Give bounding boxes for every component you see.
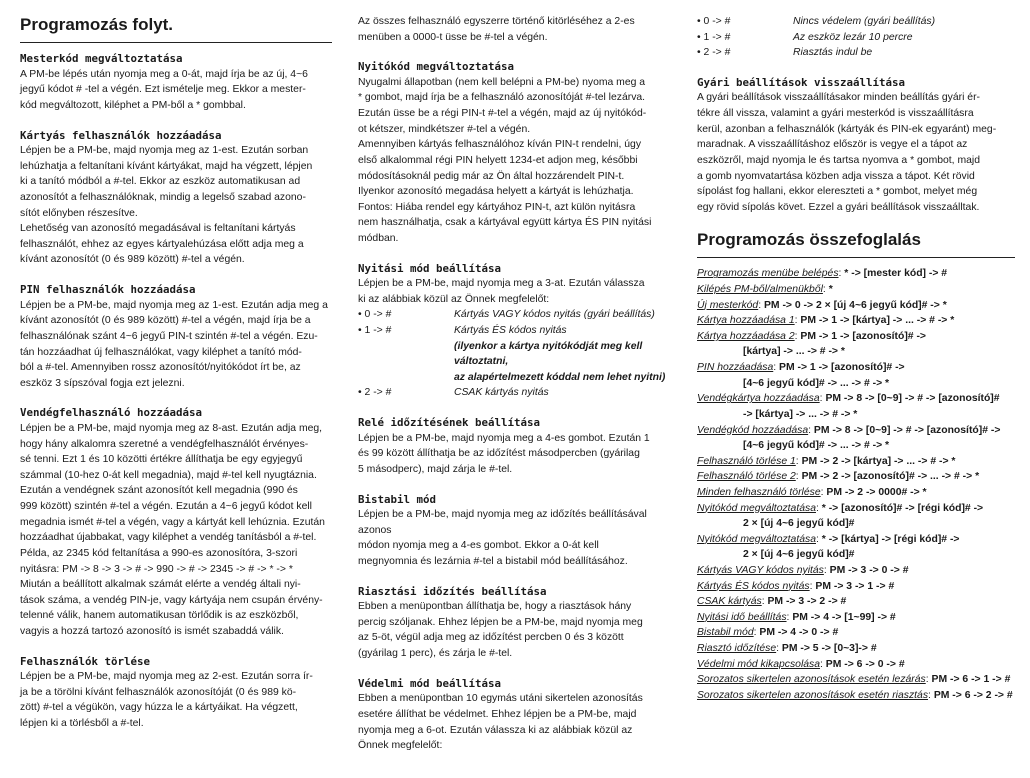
summary-item: Programozás menübe belépés: * -> [mester kód] -> # [697,268,948,280]
section-heading: Nyitási mód beállítása [358,261,502,275]
summary-item: Védelmi mód kikapcsolása: PM -> 6 -> 0 -> # [697,658,905,670]
text-line: (gyárilag 1 perc), és zárja le #-tel. [358,648,513,660]
summary-item: Kártyás VAGY kódos nyitás: PM -> 3 -> 0 -> # [697,565,909,577]
summary-code: * -> [mester kód] -> # [844,268,948,280]
summary-item: Kártya hozzáadása 1: PM -> 1 -> [kártya] -> ... -> # -> * [697,315,955,327]
text-line: kívánt azonosítót (0 és 989 között) #-tel a végén, majd írja be a [20,315,311,327]
summary-label: Vendégkód hozzáadása [697,424,809,436]
text-line: sé tenni. Ezt 1 és 10 közötti értékre állíthatja be egy egyjegyű [20,454,303,466]
text-line: Lehetőség van azonosító megadásával is feltanítani kártyás [20,223,296,235]
text-line: kívánt azonosítót (0 és 989 között) #-tel a végén. [20,254,245,266]
text-line: Példa, az 2345 kód feltanítása a 990-es azonosítóra, 3-szori [20,547,298,559]
summary-code-cont: -> [kártya] -> ... -> # -> * [743,408,858,420]
summary-code: PM -> 8 -> [0~9] -> # -> [azonosító]# [825,393,1000,405]
option-row [358,339,676,370]
section-heading: Védelmi mód beállítása [358,676,502,690]
summary-code: PM -> 1 -> [azonosító]# -> [800,330,926,342]
summary-label: Programozás menübe belépés [697,268,839,280]
text-line: nyomja meg a 6-ot. Ezután válassza ki az alábbiak közül az [358,724,633,736]
text-line: Lépjen be a PM-be, majd nyomja meg az 1-est. Ezután sorban [20,145,309,157]
option-key: • 1 -> # [358,325,392,337]
col2-sections [358,59,676,754]
summary-code: PM -> 0 -> 2 × [új 4~6 jegyű kód]# -> * [764,299,947,311]
manual-section [358,415,676,477]
summary-item: Minden felhasználó törlése: PM -> 2 -> 0000# -> * [697,486,927,498]
section-heading: Mesterkód megváltoztatása [20,52,183,66]
summary-code: PM -> 2 -> [kártya] -> ... -> # -> * [801,455,956,467]
text-line: ot kétszer, mindkétszer #-tel a végén. [358,123,531,135]
text-line: tások száma, a vendég PIN-je, vagy kártyája nem csupán érvény- [20,594,323,606]
section-heading: Vendégfelhasználó hozzáadása [20,406,203,420]
text-line: 999 között) szintén #-tel a végén. Ezután a 4~6 jegyű kódot kell [20,501,312,513]
section-heading: Bistabil mód [358,492,437,506]
text-line: jegyű kódot # -tel a végén. Ezt ismételje meg. Ekkor a mester- [20,84,306,96]
option-row [697,14,1015,30]
text-line: kód megváltozott, kiléphet a PM-ből a * gombbal. [20,99,246,111]
page-title: Programozás folyt. [20,14,332,43]
option-value: Nincs védelem (gyári beállítás) [793,16,936,27]
text-line: felhasználót, ehhez az egyes kártyalehúzása előtt adja meg a [20,238,304,250]
text-line: maradnak. A visszaállításhoz először is vegye el a tápot az [697,139,968,151]
summary-code: PM -> 1 -> [kártya] -> ... -> # -> * [800,315,955,327]
option-row [358,385,676,401]
summary-item: Vendégkód hozzáadása: PM -> 8 -> [0~9] -> # -> [azonosító]# -> [4~6 jegyű kód]# -> ... -> # -> * [697,423,1015,454]
text-line: Lépjen be a PM-be, majd nyomja meg a 4-es gombot. Ezután 1 [358,432,650,444]
summary-code: PM -> 5 -> [0~3]-> # [781,643,877,655]
text-line: sítót előnyben részesítve. [20,207,138,219]
manual-section [358,676,676,754]
summary-item: Riasztó időzítése: PM -> 5 -> [0~3]-> # [697,643,877,655]
option-key: • 2 -> # [358,387,392,399]
summary-label: Nyitókód megváltoztatása [697,502,816,514]
option-row [358,370,676,386]
text-line: egy rövid sípolás követ. Ezzel a gyári beállítások visszaálltak. [697,201,980,213]
text-line: A gyári beállítások visszaállításakor minden beállítás gyári ér- [697,92,980,104]
manual-section [20,654,332,732]
protection-options [697,14,1015,61]
summary-item: Kártyás ÉS kódos nyitás: PM -> 3 -> 1 -> # [697,580,895,592]
section-heading: Nyitókód megváltoztatása [358,60,515,74]
text-line: Miután a beállított alkalmak számát elérte a vendég általi nyi- [20,579,301,591]
text-line: hogy hány alkalomra szeretné a vendégfelhasználót érvényes- [20,438,309,450]
text-line: ból a #-tel. Amennyiben rossz azonosítót/nyitókódot írt be, az [20,362,301,374]
summary-item: Nyitókód megváltoztatása: * -> [azonosító]# -> [régi kód]# -> 2 × [új 4~6 jegyű kód]# [697,501,1015,532]
option-value: Riasztás indul be [793,47,873,59]
summary-label: Új mesterkód [697,299,759,311]
option-row [697,30,1015,46]
factory-reset-section [697,75,1015,216]
manual-section [20,128,332,269]
summary-label: Kártya hozzáadása 1 [697,315,795,327]
option-key: • 2 -> # [697,47,731,59]
summary-label: CSAK kártyás [697,596,762,608]
text-line: nyitásra: PM -> 8 -> 3 -> # -> 990 -> # -> 2345 -> # -> * -> * [20,563,293,575]
summary-code: * -> [kártya] -> [régi kód]# -> [821,533,960,545]
option-key: • 0 -> # [358,309,392,321]
summary-code-cont: [kártya] -> ... -> # -> * [743,346,845,358]
summary-label: Kilépés PM-ből/almenükből [697,284,823,296]
text-line: ki az alábbiak közül az Önnek megfelelőt: [358,293,550,305]
option-row [358,307,676,323]
summary-label: Felhasználó törlése 1 [697,455,796,467]
summary-item: CSAK kártyás: PM -> 3 -> 2 -> # [697,596,847,608]
option-key: • 0 -> # [697,16,731,27]
summary-code: PM -> 4 -> [1~99] -> # [792,611,896,623]
summary-code: PM -> 2 -> 0000# -> * [826,486,927,498]
column-3 [697,14,1015,704]
text-line: első alkalommal régi PIN helyett 1234-et adjon meg, későbbi [358,154,638,166]
section-heading: Felhasználók törlése [20,654,151,668]
text-line: és 99 között állíthatja be az időzítést másodpercben (gyárilag [358,448,640,460]
text-line: azonosítót a felhasználóknak, mindig a legelső szabad azono- [20,192,306,204]
text-line: Ilyenkor azonosító megadása helyett a kártyát is lehúzhatja. [358,186,634,198]
summary-item: Kártya hozzáadása 2: PM -> 1 -> [azonosító]# -> [kártya] -> ... -> # -> * [697,329,1015,360]
text-line: Ezután üsse be a régi PIN-t #-tel a végén, majd az új nyitókód- [358,108,647,120]
summary-label: Minden felhasználó törlése [697,486,821,498]
summary-code: PM -> 6 -> 1 -> # [931,674,1011,686]
text-line: Lépjen be a PM-be, majd nyomja meg az 8-ast. Ezután adja meg, [20,423,323,435]
summary-label: Kártya hozzáadása 2 [697,330,795,342]
text-line: Lépjen be a PM-be, majd nyomja meg a 3-at. Ezután válassza [358,278,645,290]
summary-code-cont: 2 × [új 4~6 jegyű kód]# [743,518,855,530]
option-value: (ilyenkor a kártya nyitókódját meg kell változtatni, [454,340,643,368]
option-value: az alapértelmezett kóddal nem lehet nyitni) [454,371,666,383]
summary-code: PM -> 6 -> 0 -> # [825,658,905,670]
delete-all-intro [358,14,676,45]
section-body [697,90,1015,215]
text-line: Önnek megfelelőt: [358,740,443,752]
text-line: módon nyomja meg a 4-es gombot. Ekkor a 0-át kell [358,540,599,552]
text-line: Ezután a vendégnek szánt azonosítót kell megadnia (990 és [20,485,298,497]
summary-item: Nyitókód megváltoztatása: * -> [kártya] -> [régi kód]# -> 2 × [új 4~6 jegyű kód]# [697,532,1015,563]
summary-item: Sorozatos sikertelen azonosítások esetén lezárás: PM -> 6 -> 1 -> # [697,674,1011,686]
summary-label: Felhasználó törlése 2 [697,471,796,483]
text-line: nem használhatja, csak a kártyával együtt kártya ÉS PIN nyitási [358,217,652,229]
text-line: Az összes felhasználó egyszerre történő kitörléséhez a 2-es [358,16,635,27]
summary-code: PM -> 3 -> 1 -> # [815,580,895,592]
text-line: A PM-be lépés után nyomja meg a 0-át, majd írja be az új, 4~6 [20,68,308,80]
section-heading: PIN felhasználók hozzáadása [20,283,196,297]
summary-label: Védelmi mód kikapcsolása [697,658,821,670]
manual-section [358,59,676,246]
option-value: Kártyás ÉS kódos nyitás [454,325,567,337]
text-line: a gomb nyomvatartása közben adja vissza a tápot. Két rövid [697,170,975,182]
text-line: Ebben a menüpontban állíthatja be, hogy a riasztások hány [358,601,632,613]
summary-title: Programozás összefoglalás [697,229,1015,258]
summary-item: Felhasználó törlése 2: PM -> 2 -> [azonosító]# -> ... -> # -> * [697,471,980,483]
text-line: Amennyiben kártyás felhasználóhoz kíván PIN-t rendelni, úgy [358,139,642,151]
text-line: Fontos: Hiába rendel egy kártyához PIN-t, azt külön nyitásra [358,201,636,213]
summary-label: Sorozatos sikertelen azonosítások esetén lezárás [697,674,926,686]
manual-section [358,261,676,402]
summary-item: Bistabil mód: PM -> 4 -> 0 -> # [697,627,839,639]
text-line: menüben a 0000-t üsse be #-tel a végén. [358,31,548,43]
section-heading: Gyári beállítások visszaállítása [697,75,906,89]
option-key: • 1 -> # [697,31,731,43]
text-line: eszköz 3 sípszóval fogja ezt jelezni. [20,377,185,389]
text-line: lehúzhatja a feltanítani kívánt kártyákat, majd ha végzett, lépjen [20,160,313,172]
manual-section [20,282,332,391]
summary-code-cont: [4~6 jegyű kód]# -> ... -> # -> * [743,440,890,452]
summary-label: Nyitási idő beállítás [697,611,787,623]
text-line: ki a tanító módból a #-tel. Ekkor az eszköz automatikusan ad [20,176,301,188]
text-line: az 5-öt, végül adja meg az időzítést percben 0 és 3 között [358,632,624,644]
text-line: * gombot, majd írja be a felhasználó azonosítóját #-tel lezárva. [358,92,646,104]
col1-sections [20,51,332,732]
summary-code: * [828,284,833,296]
summary-label: Riasztó időzítése [697,643,777,655]
summary-label: PIN hozzáadása [697,362,774,374]
text-line: felhasználónak szánt 4~6 jegyű PIN-t szintén #-tel a végén. Ezu- [20,330,318,342]
summary-item: Új mesterkód: PM -> 0 -> 2 × [új 4~6 jegyű kód]# -> * [697,299,947,311]
summary-label: Kártyás ÉS kódos nyitás [697,580,810,592]
summary-code: PM -> 3 -> 0 -> # [829,565,909,577]
summary-code-cont: 2 × [új 4~6 jegyű kód]# [743,549,855,561]
text-line: hozzáadhat újabbakat, vagy kiléphet a vendég tanításból a #-tel. [20,532,317,544]
option-value: Kártyás VAGY kódos nyitás (gyári beállítás) [454,309,655,321]
section-heading: Kártyás felhasználók hozzáadása [20,128,222,142]
text-line: lépjen ki a törlésből a #-tel. [20,718,144,730]
text-line: tékre áll vissza, valamint a gyári mesterkód is visszaállításra [697,108,974,120]
text-line: módban. [358,232,399,244]
summary-label: Sorozatos sikertelen azonosítások esetén riasztás [697,689,929,701]
summary-code: PM -> 3 -> 2 -> # [767,596,847,608]
column-2 [358,14,676,768]
summary-label: Bistabil mód [697,627,754,639]
section-heading: Relé időzítésének beállítása [358,416,541,430]
text-line: tán hozzáadhat új felhasználókat, vagy kiléphet a tanító mód- [20,346,302,358]
summary-code: PM -> 6 -> 2 -> # [933,689,1013,701]
summary-code-cont: [4~6 jegyű kód]# -> ... -> # -> * [743,377,890,389]
summary-item: Nyitási idő beállítás: PM -> 4 -> [1~99] -> # [697,611,896,623]
option-value: Az eszköz lezár 10 percre [793,31,913,43]
text-line: megadnia ismét #-tel a végén, vagy a kártyát kell lehúznia. Ezután [20,516,325,528]
summary-item: Vendégkártya hozzáadása: PM -> 8 -> [0~9] -> # -> [azonosító]# -> [kártya] -> ... -> # -> * [697,391,1015,422]
text-line: eszközről, majd nyomja le és tartsa nyomva a * gombot, majd [697,154,980,166]
text-line: Nyugalmi állapotban (nem kell belépni a PM-be) nyoma meg a [358,76,646,88]
text-line: telenné válik, hanem automatikusan törlődik is az eszközből, [20,610,299,622]
text-line: Lépjen be a PM-be, majd nyomja meg az 1-est. Ezután adja meg a [20,299,328,311]
text-line: Lépjen be a PM-be, majd nyomja meg az időzítés beállításával azonos [358,509,647,536]
text-line: számmal (10-hez 0-át kell megadnia), majd #-tel kell nyugtáznia. [20,469,317,481]
option-row [697,45,1015,61]
column-1 [20,14,332,746]
text-line: esetére állíthat be védelmet. Ehhez lépjen be a PM-be, majd [358,708,637,720]
text-line: módosításoknál pedig már az Ön által hozzárendelt PIN-t. [358,170,625,182]
summary-code: PM -> 4 -> 0 -> # [759,627,839,639]
manual-section [20,405,332,639]
text-line: kerül, azonban a felhasználók (kártyák és PIN-ek egyaránt) meg- [697,123,997,135]
manual-section [20,51,332,113]
summary-label: Nyitókód megváltoztatása [697,533,816,545]
summary-item: Sorozatos sikertelen azonosítások esetén riasztás: PM -> 6 -> 2 -> # [697,689,1013,701]
summary-label: Kártyás VAGY kódos nyitás [697,565,824,577]
text-line: 5 másodperc), majd zárja le #-tel. [358,463,513,475]
text-line: sípolást fog hallani, ekkor elereszteti a * gombot, melyet még [697,186,978,198]
summary-code: PM -> 2 -> [azonosító]# -> ... -> # -> * [801,471,980,483]
summary-label: Vendégkártya hozzáadása [697,393,820,405]
summary-code: * -> [azonosító]# -> [régi kód]# -> [821,502,984,514]
summary-code: PM -> 8 -> [0~9] -> # -> [azonosító]# -> [813,424,1001,436]
summary-item: Felhasználó törlése 1: PM -> 2 -> [kártya] -> ... -> # -> * [697,455,956,467]
text-line: zött) #-tel a végükön, vagy húzza le a kártyáikat. Ha végzett, [20,702,298,714]
option-value: CSAK kártyás nyitás [454,387,549,399]
option-row [358,323,676,339]
text-line: Ebben a menüpontban 10 egymás utáni sikertelen azonosítás [358,693,643,705]
text-line: megnyomnia és lezárnia #-tel a bistabil mód beállításához. [358,556,628,568]
summary-code: PM -> 1 -> [azonosító]# -> [779,362,905,374]
section-heading: Riasztási időzítés beállítása [358,584,547,598]
text-line: ja be a törölni kívánt felhasználók azonosítóját (0 és 989 kö- [20,686,297,698]
manual-section [358,492,676,570]
summary-list [697,266,1015,703]
text-line: vagyis a hozzá tartozó azonosító is ismét szabaddá válik. [20,625,284,637]
summary-item: PIN hozzáadása: PM -> 1 -> [azonosító]# -> [4~6 jegyű kód]# -> ... -> # -> * [697,360,1015,391]
text-line: percig szóljanak. Ehhez lépjen be a PM-be, majd nyomja meg [358,616,643,628]
manual-section [358,584,676,662]
text-line: Lépjen be a PM-be, majd nyomja meg az 2-est. Ezután sorra ír- [20,671,313,683]
summary-item: Kilépés PM-ből/almenükből: * [697,284,833,296]
